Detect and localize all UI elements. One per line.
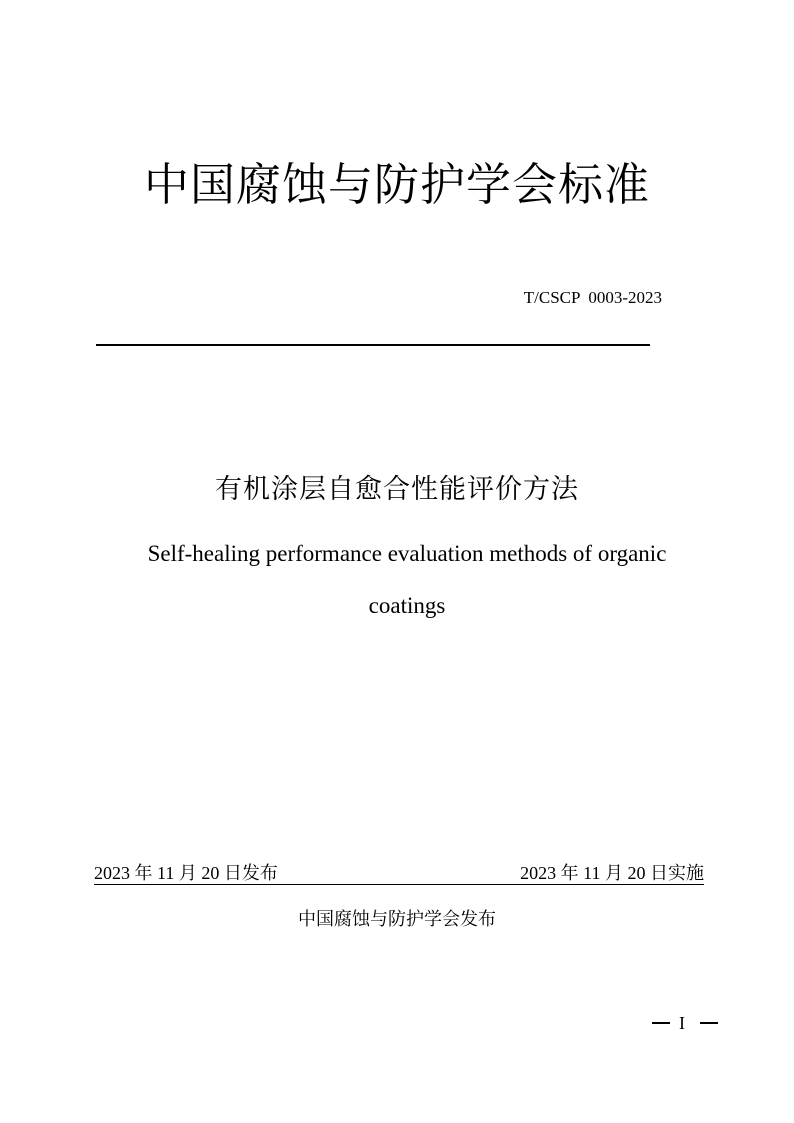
document-title-cn: 有机涂层自愈合性能评价方法 xyxy=(215,474,579,505)
implement-date: 2023 年 11 月 20 日实施 xyxy=(520,863,704,883)
publisher: 中国腐蚀与防护学会发布 xyxy=(298,909,496,930)
page-number xyxy=(652,1010,722,1036)
document-title-en: Self-healing performance evaluation methods of organic coatings xyxy=(147,541,667,618)
standard-code: T/CSCP 0003-2023 xyxy=(523,288,662,307)
header-divider xyxy=(96,344,650,346)
page-number-label: I xyxy=(679,1013,685,1033)
publish-date: 2023 年 11 月 20 日发布 xyxy=(94,863,278,883)
dates-row xyxy=(94,860,704,890)
page-dash-right xyxy=(700,1022,718,1024)
page-dash-left xyxy=(652,1022,670,1024)
org-standard-title: 中国腐蚀与防护学会标准 xyxy=(143,158,650,211)
dates-divider xyxy=(94,884,704,885)
